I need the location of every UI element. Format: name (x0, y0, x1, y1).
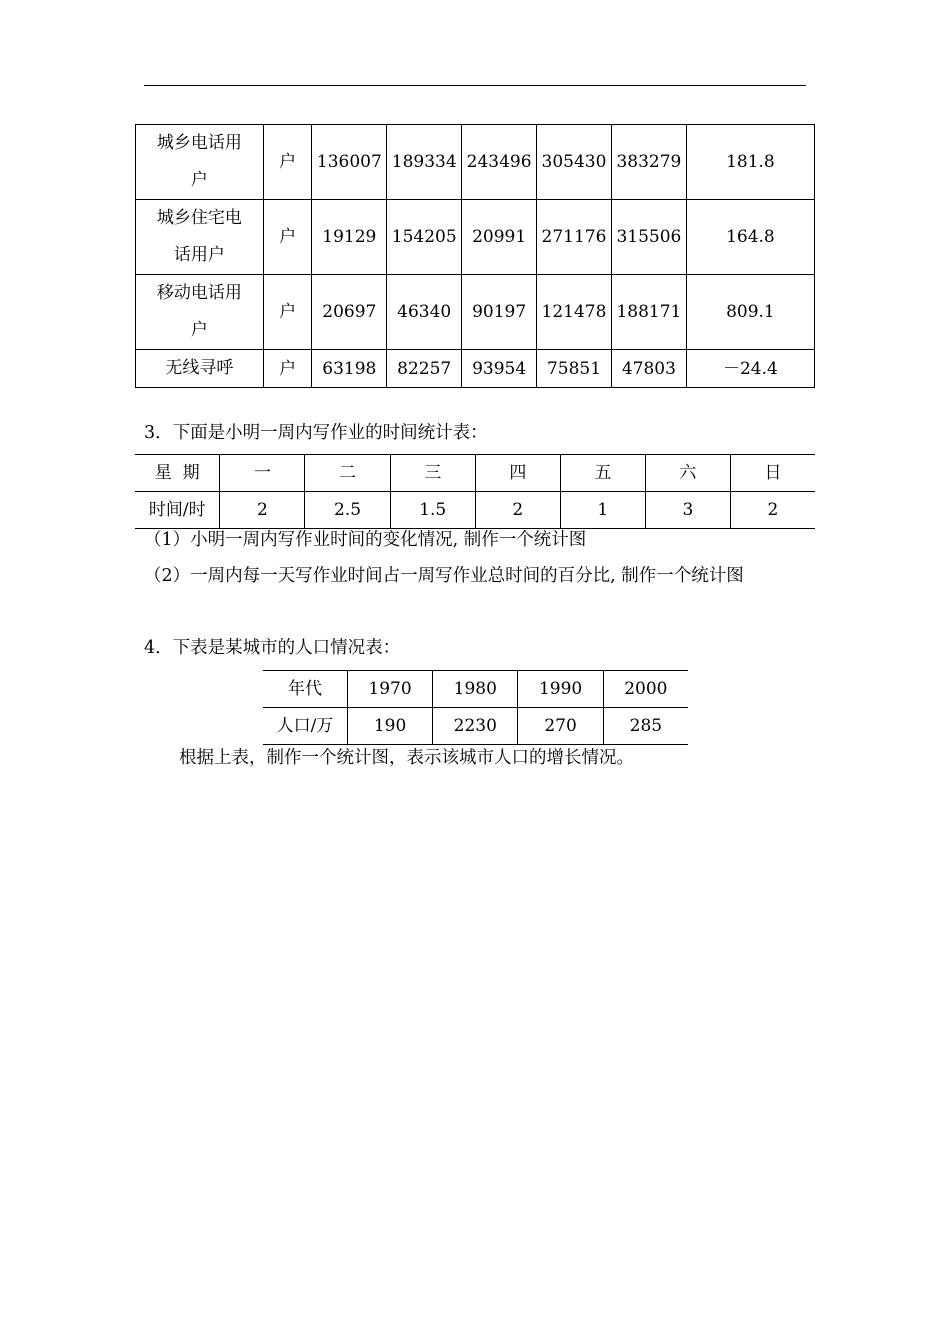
rate-cell: 181.8 (686, 125, 814, 200)
header-cell: 四 (475, 455, 560, 492)
value-cell: 285 (603, 708, 688, 745)
value-cell: 315506 (611, 200, 686, 275)
value-cell: 2 (220, 492, 305, 529)
table-row (136, 275, 815, 350)
value-cell: 20991 (462, 200, 537, 275)
value-cell: 383279 (611, 125, 686, 200)
value-cell: 2230 (433, 708, 518, 745)
unit-cell: 户 (263, 125, 312, 200)
value-cell: 3 (645, 492, 730, 529)
row-label: 城乡电话用 户 (136, 125, 264, 200)
table-row (263, 671, 688, 708)
table-row (136, 200, 815, 275)
header-cell: 年代 (263, 671, 347, 708)
row-label: 城乡住宅电 话用户 (136, 200, 264, 275)
question-3-title: 3．下面是小明一周内写作业的时间统计表： (144, 423, 488, 443)
value-cell: 47803 (611, 350, 686, 388)
header-cell: 二 (305, 455, 390, 492)
rate-cell: －24.4 (686, 350, 814, 388)
value-cell: 305430 (537, 125, 612, 200)
value-cell: 63198 (312, 350, 387, 388)
value-cell: 82257 (387, 350, 462, 388)
value-cell: 121478 (537, 275, 612, 350)
table-row (263, 708, 688, 745)
value-cell: 2 (730, 492, 815, 529)
unit-cell: 户 (263, 275, 312, 350)
value-cell: 190 (347, 708, 432, 745)
value-cell: 243496 (462, 125, 537, 200)
value-cell: 271176 (537, 200, 612, 275)
value-cell: 1.5 (390, 492, 475, 529)
header-cell: 一 (220, 455, 305, 492)
telephone-stats-table (135, 124, 815, 388)
value-cell: 2.5 (305, 492, 390, 529)
question-4-title: 4．下表是某城市的人口情况表： (144, 638, 401, 658)
rate-cell: 164.8 (686, 200, 814, 275)
row-label: 时间/时 (135, 492, 220, 529)
value-cell: 1 (560, 492, 645, 529)
table-row (135, 455, 815, 492)
value-cell: 75851 (537, 350, 612, 388)
value-cell: 189334 (387, 125, 462, 200)
header-cell: 2000 (603, 671, 688, 708)
row-label: 移动电话用 户 (136, 275, 264, 350)
value-cell: 46340 (387, 275, 462, 350)
question-3-sub1: （1）小明一周内写作业时间的变化情况, 制作一个统计图 (144, 530, 587, 550)
row-label: 人口/万 (263, 708, 347, 745)
value-cell: 90197 (462, 275, 537, 350)
value-cell: 19129 (312, 200, 387, 275)
table-row (136, 125, 815, 200)
unit-cell: 户 (263, 350, 312, 388)
header-cell: 1970 (347, 671, 432, 708)
homework-time-table (135, 454, 815, 529)
table-row (136, 350, 815, 388)
value-cell: 136007 (312, 125, 387, 200)
value-cell: 154205 (387, 200, 462, 275)
question-4-note: 根据上表，制作一个统计图，表示该城市人口的增长情况。 (179, 748, 634, 768)
population-table (263, 670, 688, 745)
value-cell: 20697 (312, 275, 387, 350)
row-label: 无线寻呼 (136, 350, 264, 388)
header-cell: 三 (390, 455, 475, 492)
header-cell: 日 (730, 455, 815, 492)
header-cell: 五 (560, 455, 645, 492)
unit-cell: 户 (263, 200, 312, 275)
value-cell: 2 (475, 492, 560, 529)
value-cell: 93954 (462, 350, 537, 388)
question-3-sub2: （2）一周内每一天写作业时间占一周写作业总时间的百分比, 制作一个统计图 (144, 566, 744, 586)
rate-cell: 809.1 (686, 275, 814, 350)
header-rule (144, 85, 806, 86)
header-cell: 1980 (433, 671, 518, 708)
header-cell: 1990 (518, 671, 603, 708)
value-cell: 270 (518, 708, 603, 745)
header-cell: 星 期 (135, 455, 220, 492)
header-cell: 六 (645, 455, 730, 492)
table-row (135, 492, 815, 529)
value-cell: 188171 (611, 275, 686, 350)
